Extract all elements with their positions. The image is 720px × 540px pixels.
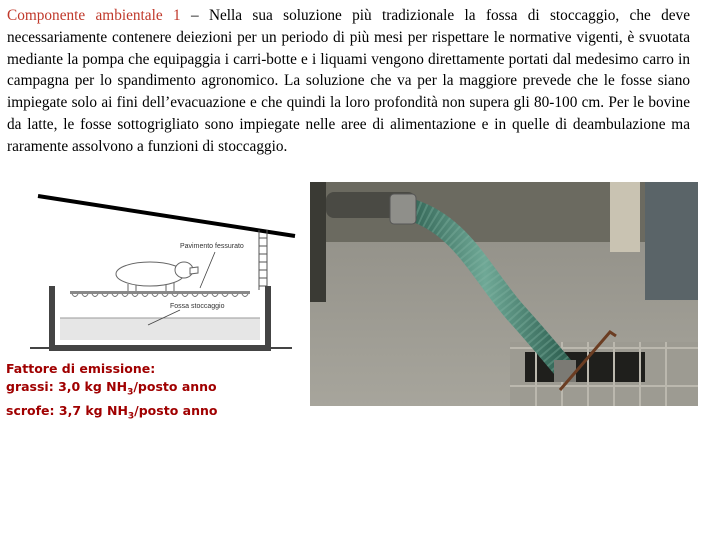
- photo-svg: [310, 182, 698, 406]
- floor-label: Pavimento fessurato: [180, 243, 244, 250]
- emission-line-sows: scrofe: 3,7 kg $NH_3$/posto anno: [6, 402, 218, 421]
- slatted-floor: [70, 291, 250, 297]
- hose-end: [554, 360, 576, 382]
- section-title: Componente ambientale 1: [7, 7, 181, 24]
- slurry-pump-photo: [310, 182, 698, 406]
- roof-line: [38, 196, 295, 236]
- tanker-wheel: [310, 182, 326, 302]
- paragraph-body: – Nella sua soluzione più tradizionale la fossa di stoccaggio, che deve necessariamente contenere deiezioni per un periodo di più mesi per rispettare le normative vigenti, è svuotata mediante la pompa che equipaggia i carri-botte e i liquami vengono direttamente portati dal medesimo carro in campagna per lo spandimento agronomico. La soluzione che va per la maggiore prevede che le fosse siano impiegate solo ai fini dell’evacuazione e che quindi la loro profondità non supera gli 80-100 cm. Per le bovine da latte, le fosse sottogrigliato sono impiegate nelle aree di alimentazione e in quelle di deambulazione ma raramente assolvono a funzioni di stoccaggio.: [7, 7, 690, 155]
- hose-coupling: [390, 194, 416, 224]
- person-legs: [610, 182, 640, 252]
- storage-pit: [30, 286, 292, 348]
- pig-figure: [116, 262, 198, 291]
- metal-structure: [645, 182, 698, 300]
- barn-section-diagram: [30, 190, 300, 360]
- pit-label: Fossa stoccaggio: [170, 303, 225, 310]
- emission-factor-box: [6, 360, 217, 426]
- barn-section-svg: [30, 190, 300, 360]
- wall-vent: [259, 230, 267, 290]
- emission-line-fattening: grassi: 3,0 kg $NH_3$/posto anno: [6, 378, 217, 397]
- description-paragraph: [7, 5, 690, 158]
- emission-title: Fattore di emissione:: [6, 361, 156, 376]
